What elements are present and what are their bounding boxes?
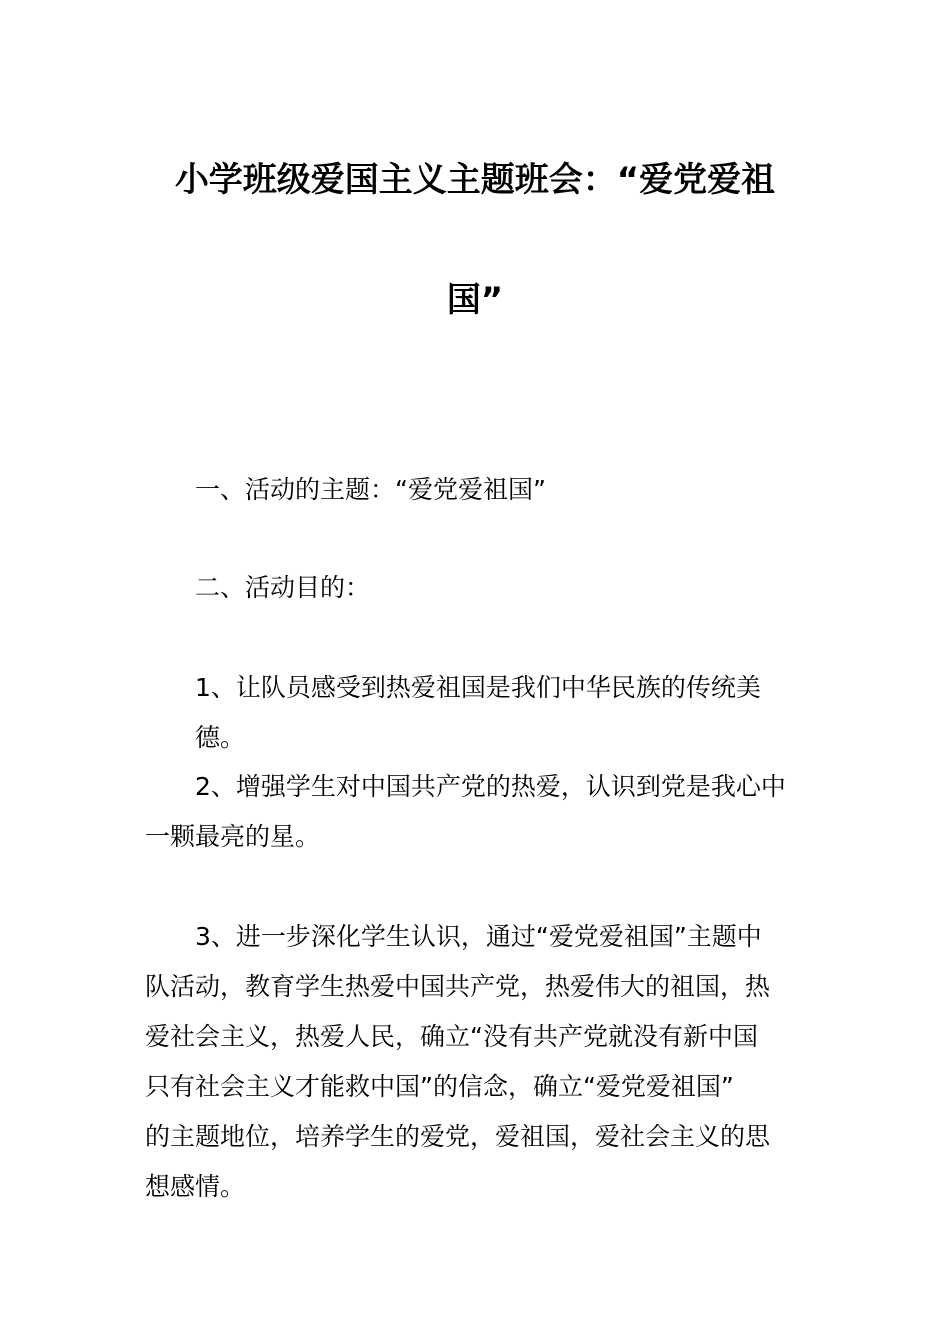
purpose-item-3-line-3: 爱社会主义，热爱人民，确立“没有共产党就没有新中国 — [145, 1022, 758, 1051]
section-heading-theme: 一、活动的主题：“爱党爱祖国” — [195, 475, 546, 504]
purpose-item-3-line-5: 的主题地位，培养学生的爱党，爱祖国，爱社会主义的思 — [145, 1122, 771, 1151]
title-line-1: 小学班级爱国主义主题班会：“爱党爱祖 — [174, 160, 776, 200]
purpose-item-2-line-1: 2、增强学生对中国共产党的热爱，认识到党是我心中 — [195, 772, 786, 801]
title-line-2: 国” — [446, 280, 504, 320]
purpose-item-2-line-2: 一颗最亮的星。 — [145, 822, 321, 851]
purpose-item-1 — [145, 663, 810, 763]
purpose-item-1-line-1: 1、让队员感受到热爱祖国是我们中华民族的传统美德。 — [195, 673, 761, 752]
purpose-item-3-line-4: 只有社会主义才能救中国”的信念，确立“爱党爱祖国” — [145, 1072, 734, 1101]
purpose-item-3-line-6: 想感情。 — [145, 1172, 246, 1201]
purpose-item-3-line-1: 3、进一步深化学生认识，通过“爱党爱祖国”主题中 — [195, 922, 762, 951]
section-heading-purpose: 二、活动目的： — [195, 573, 371, 602]
purpose-item-2 — [145, 762, 810, 862]
purpose-item-3-line-2: 队活动，教育学生热爱中国共产党，热爱伟大的祖国，热 — [145, 972, 771, 1001]
document-title — [145, 150, 805, 330]
purpose-item-3 — [145, 912, 810, 1212]
